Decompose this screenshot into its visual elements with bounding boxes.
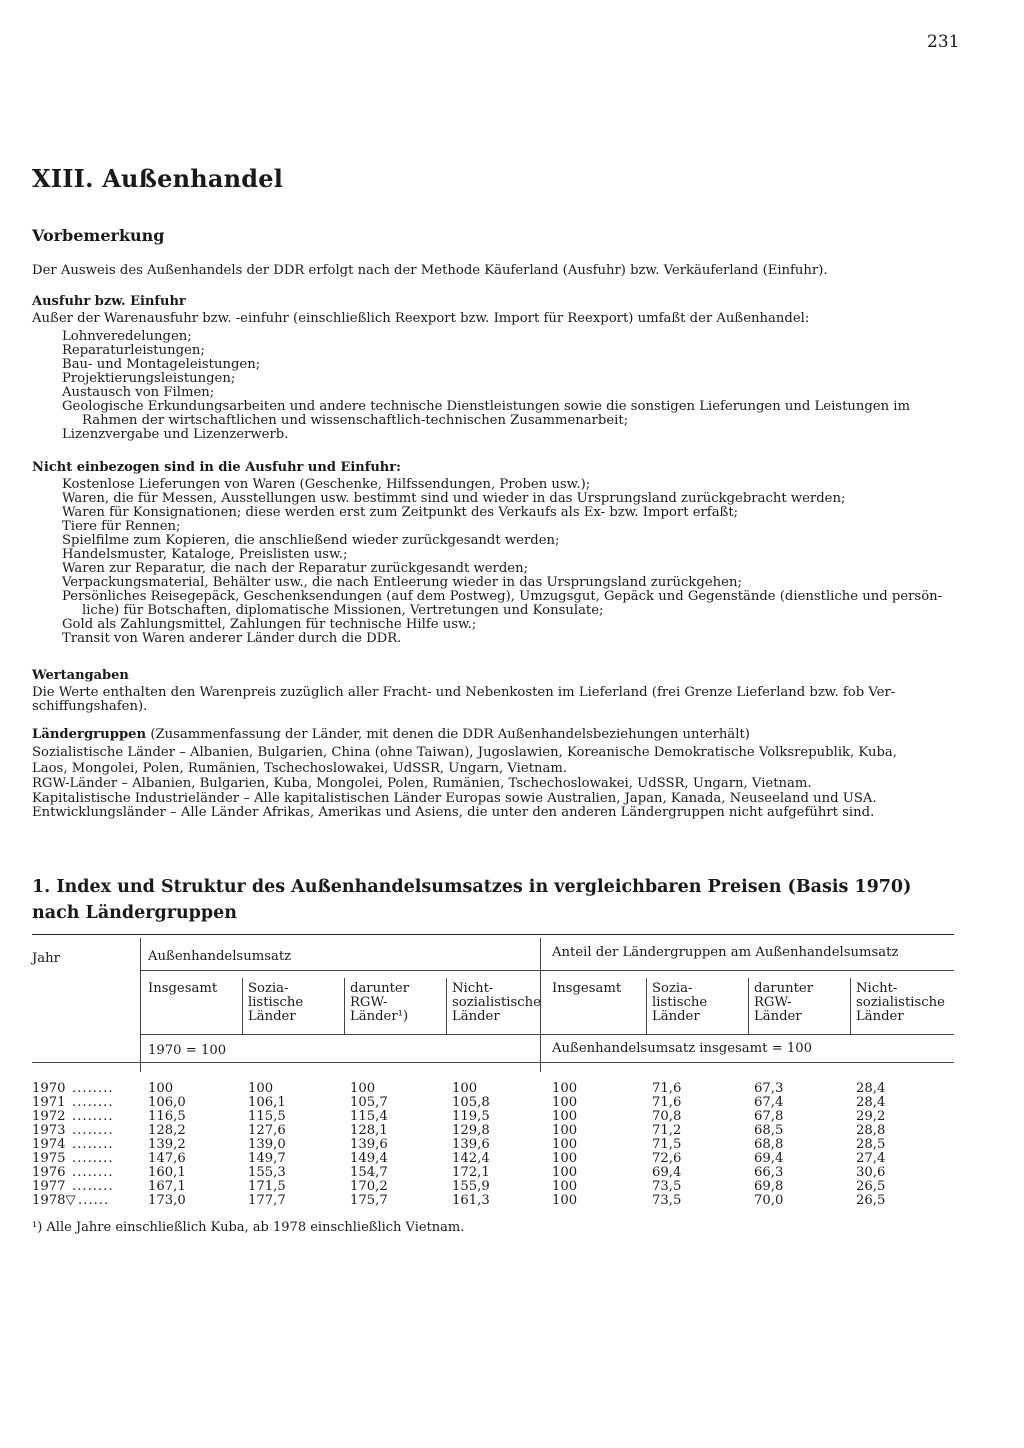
table-row xyxy=(32,1152,958,1166)
value-cell: 70,8 xyxy=(652,1109,682,1124)
value-cell: 105,8 xyxy=(452,1095,490,1110)
year-cell: 1974 xyxy=(32,1137,66,1152)
export-import-list xyxy=(62,330,910,442)
value-cell: 100 xyxy=(350,1081,376,1096)
column-divider xyxy=(242,978,243,1034)
column-divider xyxy=(748,978,749,1034)
list-item: Persönliches Reisegepäck, Geschenksendungen (auf dem Postweg), Umzugsgut, Gepäck und Gegenstände (dienstliche und persön- xyxy=(62,589,943,604)
subheader-right-total: Insgesamt xyxy=(552,981,622,996)
value-cell: 100 xyxy=(452,1081,478,1096)
column-divider xyxy=(850,978,851,1034)
value-cell: 66,3 xyxy=(754,1165,784,1180)
value-cell: 100 xyxy=(552,1095,578,1110)
value-cell: 155,9 xyxy=(452,1179,490,1194)
value-cell: 28,4 xyxy=(856,1081,886,1096)
value-cell: 115,4 xyxy=(350,1109,388,1124)
table-title xyxy=(32,874,932,926)
table-row xyxy=(32,1096,958,1110)
value-cell: 106,1 xyxy=(248,1095,286,1110)
subheader-left-rgw: darunter RGW- Länder¹) xyxy=(350,981,410,1024)
value-cell: 139,2 xyxy=(148,1137,186,1152)
year-cell: 1975 xyxy=(32,1151,66,1166)
section-heading: Vorbemerkung xyxy=(32,226,165,245)
value-cell: 105,7 xyxy=(350,1095,388,1110)
leader-dots: ........ xyxy=(72,1109,114,1124)
intro-paragraph: Der Ausweis des Außenhandels der DDR erfolgt nach der Methode Käuferland (Ausfuhr) bzw. Verkäuferland (Einfuhr). xyxy=(32,263,828,278)
subheader-right-nonsocialist: Nicht- sozialistische Länder xyxy=(856,981,945,1024)
table-title-line: nach Ländergruppen xyxy=(32,903,238,923)
value-cell: 29,2 xyxy=(856,1109,886,1124)
country-group-line: Kapitalistische Industrieländer – Alle kapitalistischen Länder Europas sowie Australien, Japan, Kanada, Neuseeland und USA. xyxy=(32,791,877,806)
value-cell: 155,3 xyxy=(248,1165,286,1180)
list-item: Bau- und Montageleistungen; xyxy=(62,357,261,372)
value-cell: 147,6 xyxy=(148,1151,186,1166)
value-cell: 167,1 xyxy=(148,1179,186,1194)
value-cell: 28,5 xyxy=(856,1137,886,1152)
country-group-line: Entwicklungsländer – Alle Länder Afrikas, Amerikas und Asiens, die unter den anderen Ländergruppen nicht aufgeführt sind. xyxy=(32,805,875,820)
list-item: Transit von Waren anderer Länder durch die DDR. xyxy=(62,631,402,646)
value-cell: 73,5 xyxy=(652,1193,682,1208)
leader-dots: ........ xyxy=(72,1081,114,1096)
table-row xyxy=(32,1124,958,1138)
list-item: Waren, die für Messen, Ausstellungen usw. bestimmt sind und wieder in das Ursprungsland zurückgebracht werden; xyxy=(62,491,846,506)
value-cell: 172,1 xyxy=(452,1165,490,1180)
subheader-left-total: Insgesamt xyxy=(148,981,218,996)
year-cell: 1976 xyxy=(32,1165,66,1180)
page-number: 231 xyxy=(927,32,960,52)
value-cell: 71,6 xyxy=(652,1081,682,1096)
export-import-heading: Ausfuhr bzw. Einfuhr xyxy=(32,294,186,309)
value-cell: 171,5 xyxy=(248,1179,286,1194)
column-header-year: Jahr xyxy=(32,951,60,966)
value-cell: 26,5 xyxy=(856,1193,886,1208)
year-cell: 1971 xyxy=(32,1095,66,1110)
table-footnote: ¹) Alle Jahre einschließlich Kuba, ab 1978 einschließlich Vietnam. xyxy=(32,1220,465,1235)
table-title-line: 1. Index und Struktur des Außenhandelsumsatzes in vergleichbaren Preisen (Basis 1970) xyxy=(32,877,912,897)
column-divider xyxy=(646,978,647,1034)
value-cell: 100 xyxy=(552,1123,578,1138)
value-cell: 128,2 xyxy=(148,1123,186,1138)
unit-label-right: Außenhandelsumsatz insgesamt = 100 xyxy=(552,1041,813,1056)
value-cell: 100 xyxy=(552,1109,578,1124)
group-header-left: Außenhandelsumsatz xyxy=(148,949,292,964)
table-row xyxy=(32,1082,958,1096)
column-divider xyxy=(140,938,141,1072)
values-line: schiffungshafen). xyxy=(32,699,148,714)
value-cell: 67,3 xyxy=(754,1081,784,1096)
value-cell: 68,5 xyxy=(754,1123,784,1138)
value-cell: 100 xyxy=(552,1081,578,1096)
country-group-line: Laos, Mongolei, Polen, Rumänien, Tschechoslowakei, UdSSR, Ungarn, Vietnam. xyxy=(32,761,568,776)
table-row xyxy=(32,1110,958,1124)
subheader-right-rgw: darunter RGW- Länder xyxy=(754,981,814,1024)
leader-dots: ........ xyxy=(72,1179,114,1194)
header-rule xyxy=(140,970,954,971)
country-groups-heading-line xyxy=(32,728,750,742)
list-item: Tiere für Rennen; xyxy=(62,519,181,534)
value-cell: 30,6 xyxy=(856,1165,886,1180)
country-group-line: Sozialistische Länder – Albanien, Bulgarien, China (ohne Taiwan), Jugoslawien, Koreanische Demokratische Volksrepublik, Kuba, xyxy=(32,745,897,760)
list-item: Verpackungsmaterial, Behälter usw., die nach Entleerung wieder in das Ursprungsland zurückgehen; xyxy=(62,575,742,590)
value-cell: 127,6 xyxy=(248,1123,286,1138)
year-cell: 1973 xyxy=(32,1123,66,1138)
value-cell: 69,8 xyxy=(754,1179,784,1194)
column-divider xyxy=(446,978,447,1034)
leader-dots: ........ xyxy=(72,1095,114,1110)
value-cell: 71,6 xyxy=(652,1095,682,1110)
value-cell: 106,0 xyxy=(148,1095,186,1110)
value-cell: 100 xyxy=(248,1081,274,1096)
value-cell: 67,8 xyxy=(754,1109,784,1124)
list-item: Geologische Erkundungsarbeiten und andere technische Dienstleistungen sowie die sonstigen Lieferungen und Leistungen im xyxy=(62,399,911,414)
list-item: Gold als Zahlungsmittel, Zahlungen für technische Hilfe usw.; xyxy=(62,617,477,632)
year-cell: 1977 xyxy=(32,1179,66,1194)
list-item: Rahmen der wirtschaftlichen und wissenschaftlich-technischen Zusammenarbeit; xyxy=(82,413,629,428)
value-cell: 119,5 xyxy=(452,1109,490,1124)
value-cell: 173,0 xyxy=(148,1193,186,1208)
leader-dots: ........ xyxy=(72,1123,114,1138)
list-item: Lohnveredelungen; xyxy=(62,329,192,344)
value-cell: 100 xyxy=(552,1137,578,1152)
value-cell: 69,4 xyxy=(652,1165,682,1180)
value-cell: 70,0 xyxy=(754,1193,784,1208)
year-cell: 1970 xyxy=(32,1081,66,1096)
value-cell: 139,0 xyxy=(248,1137,286,1152)
value-cell: 71,5 xyxy=(652,1137,682,1152)
table-row xyxy=(32,1194,958,1208)
list-item: Lizenzvergabe und Lizenzerwerb. xyxy=(62,427,289,442)
value-cell: 149,4 xyxy=(350,1151,388,1166)
leader-dots: ........ xyxy=(72,1151,114,1166)
value-cell: 175,7 xyxy=(350,1193,388,1208)
value-cell: 154,7 xyxy=(350,1165,388,1180)
value-cell: 27,4 xyxy=(856,1151,886,1166)
value-cell: 68,8 xyxy=(754,1137,784,1152)
table-row xyxy=(32,1180,958,1194)
value-cell: 26,5 xyxy=(856,1179,886,1194)
list-item: Waren für Konsignationen; diese werden erst zum Zeitpunkt des Verkaufs als Ex- bzw. Import erfaßt; xyxy=(62,505,739,520)
year-cell: 1972 xyxy=(32,1109,66,1124)
group-header-right: Anteil der Ländergruppen am Außenhandelsumsatz xyxy=(552,945,899,960)
list-item: Reparaturleistungen; xyxy=(62,343,205,358)
header-rule xyxy=(140,1034,954,1035)
country-group-line: RGW-Länder – Albanien, Bulgarien, Kuba, Mongolei, Polen, Rumänien, Tschechoslowakei, UdSSR, Ungarn, Vietnam. xyxy=(32,776,812,791)
subheader-left-socialist: Sozia- listische Länder xyxy=(248,981,304,1024)
excluded-heading: Nicht einbezogen sind in die Ausfuhr und Einfuhr: xyxy=(32,460,401,475)
country-groups-heading: Ländergruppen xyxy=(32,727,147,742)
list-item: Waren zur Reparatur, die nach der Reparatur zurückgesandt werden; xyxy=(62,561,529,576)
value-cell: 142,4 xyxy=(452,1151,490,1166)
year-cell: 1978▽ xyxy=(32,1193,76,1208)
value-cell: 177,7 xyxy=(248,1193,286,1208)
chapter-title: XIII. Außenhandel xyxy=(32,164,284,193)
country-groups-heading-rest: (Zusammenfassung der Länder, mit denen die DDR Außenhandelsbeziehungen unterhält) xyxy=(146,727,750,742)
leader-dots: ........ xyxy=(72,1165,114,1180)
subheader-left-nonsocialist: Nicht- sozialistische Länder xyxy=(452,981,541,1024)
unit-label-left: 1970 = 100 xyxy=(148,1043,227,1058)
leader-dots: ...... xyxy=(78,1193,110,1208)
list-item: Austausch von Filmen; xyxy=(62,385,215,400)
value-cell: 129,8 xyxy=(452,1123,490,1138)
value-cell: 71,2 xyxy=(652,1123,682,1138)
column-divider xyxy=(344,978,345,1034)
values-line: Die Werte enthalten den Warenpreis zuzüglich aller Fracht- und Nebenkosten im Lieferland (frei Grenze Lieferland bzw. fob Ver- xyxy=(32,685,896,700)
list-item: Projektierungsleistungen; xyxy=(62,371,236,386)
value-cell: 115,5 xyxy=(248,1109,286,1124)
values-heading: Wertangaben xyxy=(32,668,129,683)
excluded-list xyxy=(62,478,942,646)
value-cell: 116,5 xyxy=(148,1109,186,1124)
table-row xyxy=(32,1166,958,1180)
leader-dots: ........ xyxy=(72,1137,114,1152)
value-cell: 139,6 xyxy=(452,1137,490,1152)
list-item: Spielfilme zum Kopieren, die anschließend wieder zurückgesandt werden; xyxy=(62,533,560,548)
value-cell: 67,4 xyxy=(754,1095,784,1110)
list-item: liche) für Botschaften, diplomatische Missionen, Vertretungen und Konsulate; xyxy=(82,603,604,618)
value-cell: 69,4 xyxy=(754,1151,784,1166)
table-row xyxy=(32,1138,958,1152)
value-cell: 139,6 xyxy=(350,1137,388,1152)
value-cell: 128,1 xyxy=(350,1123,388,1138)
value-cell: 28,4 xyxy=(856,1095,886,1110)
value-cell: 73,5 xyxy=(652,1179,682,1194)
value-cell: 28,8 xyxy=(856,1123,886,1138)
value-cell: 72,6 xyxy=(652,1151,682,1166)
value-cell: 100 xyxy=(552,1165,578,1180)
value-cell: 149,7 xyxy=(248,1151,286,1166)
header-bottom-rule xyxy=(32,1062,954,1063)
value-cell: 100 xyxy=(552,1179,578,1194)
value-cell: 100 xyxy=(552,1193,578,1208)
value-cell: 100 xyxy=(552,1151,578,1166)
table-top-rule xyxy=(32,934,954,935)
value-cell: 170,2 xyxy=(350,1179,388,1194)
subheader-right-socialist: Sozia- listische Länder xyxy=(652,981,708,1024)
value-cell: 161,3 xyxy=(452,1193,490,1208)
value-cell: 100 xyxy=(148,1081,174,1096)
value-cell: 160,1 xyxy=(148,1165,186,1180)
list-item: Kostenlose Lieferungen von Waren (Geschenke, Hilfssendungen, Proben usw.); xyxy=(62,477,591,492)
list-item: Handelsmuster, Kataloge, Preislisten usw.; xyxy=(62,547,348,562)
export-import-text: Außer der Warenausfuhr bzw. -einfuhr (einschließlich Reexport bzw. Import für Reexport) umfaßt der Außenhandel: xyxy=(32,311,810,326)
